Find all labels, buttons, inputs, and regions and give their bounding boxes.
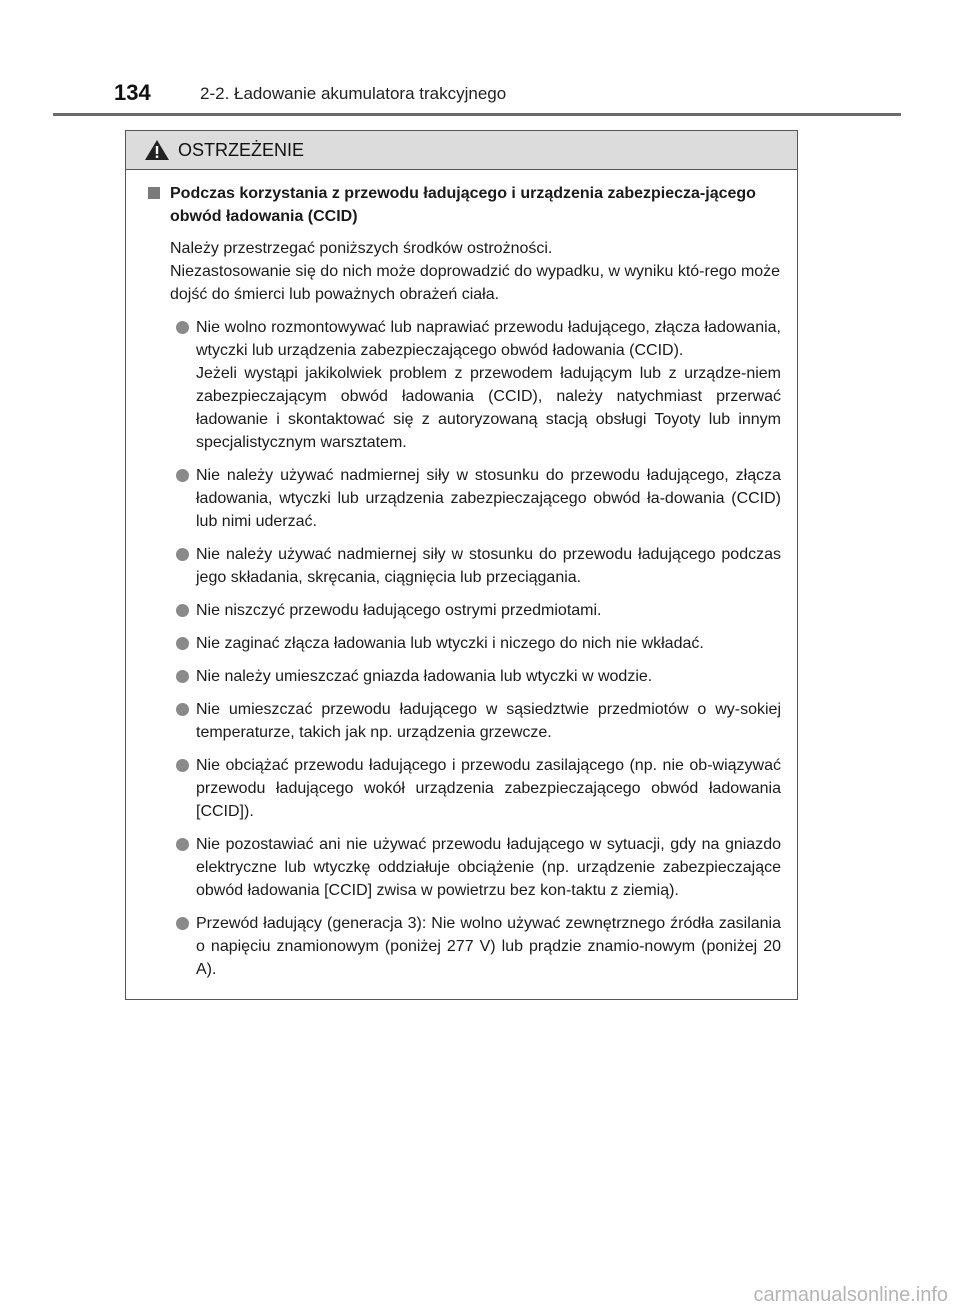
round-bullet-icon — [176, 670, 189, 683]
list-item-text: Nie należy używać nadmiernej siły w stosunku do przewodu ładującego podczas jego składania, skręcania, ciągnięcia lub przeciągania. — [196, 546, 781, 586]
round-bullet-icon — [176, 637, 189, 650]
list-item-text: Nie wolno rozmontowywać lub naprawiać przewodu ładującego, złącza ładowania, wtyczki lub urządzenia zabezpieczającego obwód ładowania (CCID). — [196, 319, 781, 359]
list-item — [176, 665, 781, 688]
round-bullet-icon — [176, 548, 189, 561]
warning-box — [125, 130, 798, 1000]
warning-content — [126, 170, 797, 981]
round-bullet-icon — [176, 917, 189, 930]
round-bullet-icon — [176, 321, 189, 334]
intro-line-2: Niezastosowanie się do nich może doprowadzić do wypadku, w wyniku któ-rego może dojść do śmierci lub poważnych obrażeń ciała. — [170, 263, 781, 303]
list-item — [176, 833, 781, 902]
round-bullet-icon — [176, 759, 189, 772]
list-item — [176, 464, 781, 533]
intro-line-1: Należy przestrzegać poniższych środków ostrożności. — [170, 240, 553, 257]
list-item-text: Nie obciążać przewodu ładującego i przewodu zasilającego (np. nie ob-wiązywać przewodu ładującego wokół urządzenia zabezpieczającego obwód ładowania [CCID]). — [196, 757, 781, 820]
round-bullet-icon — [176, 604, 189, 617]
list-item — [176, 543, 781, 589]
page-header — [114, 80, 914, 110]
list-item-text: Nie niszczyć przewodu ładującego ostrymi przedmiotami. — [196, 602, 602, 619]
list-item-note: Jeżeli wystąpi jakikolwiek problem z przewodem ładującym lub z urządze-niem zabezpieczającym obwód ładowania (CCID), należy natychmiast przerwać ładowanie i skontaktować się z autoryzowaną stacją obsługi Toyoty lub innym specjalistycznym warsztatem. — [196, 365, 781, 451]
list-item-text: Nie zaginać złącza ładowania lub wtyczki i niczego do nich nie wkładać. — [196, 635, 704, 652]
square-bullet-icon — [148, 187, 160, 199]
section-title: 2-2. Ładowanie akumulatora trakcyjnego — [200, 84, 507, 103]
warning-triangle-icon — [144, 139, 170, 161]
list-item-text: Nie należy używać nadmiernej siły w stosunku do przewodu ładującego, złącza ładowania, wtyczki lub urządzenia zabezpieczającego obwód ła-dowania (CCID) lub nimi uderzać. — [196, 467, 781, 530]
list-item — [176, 316, 781, 454]
list-item — [176, 698, 781, 744]
list-item-text: Nie należy umieszczać gniazda ładowania lub wtyczki w wodzie. — [196, 668, 653, 685]
list-item-text: Nie umieszczać przewodu ładującego w sąsiedztwie przedmiotów o wy-sokiej temperaturze, takich jak np. urządzenia grzewcze. — [196, 701, 781, 741]
warning-header — [126, 131, 797, 170]
page-number: 134 — [114, 80, 151, 105]
warning-intro — [170, 237, 781, 306]
header-rule — [53, 113, 901, 116]
list-item — [176, 632, 781, 655]
round-bullet-icon — [176, 469, 189, 482]
list-item-text: Przewód ładujący (generacja 3): Nie wolno używać zewnętrznego źródła zasilania o napięciu znamionowym (poniżej 277 V) lub prądzie znamio-nowym (poniżej 20 A). — [196, 915, 781, 978]
round-bullet-icon — [176, 703, 189, 716]
warning-list — [148, 316, 781, 981]
list-item-text: Nie pozostawiać ani nie używać przewodu ładującego w sytuacji, gdy na gniazdo elektryczne lub wtyczkę oddziałuje obciążenie (np. urządzenie zabezpieczające obwód ładowania [CCID] zwisa w powietrzu bez kon-taktu z ziemią). — [196, 836, 781, 899]
warning-heading-text: Podczas korzystania z przewodu ładującego i urządzenia zabezpiecza-jącego obwód ładowania (CCID) — [170, 185, 756, 225]
list-item — [176, 599, 781, 622]
warning-title: OSTRZEŻENIE — [178, 139, 305, 160]
list-item — [176, 754, 781, 823]
warning-heading — [148, 182, 781, 228]
round-bullet-icon — [176, 838, 189, 851]
list-item — [176, 912, 781, 981]
watermark: carmanualsonline.info — [753, 1284, 948, 1306]
